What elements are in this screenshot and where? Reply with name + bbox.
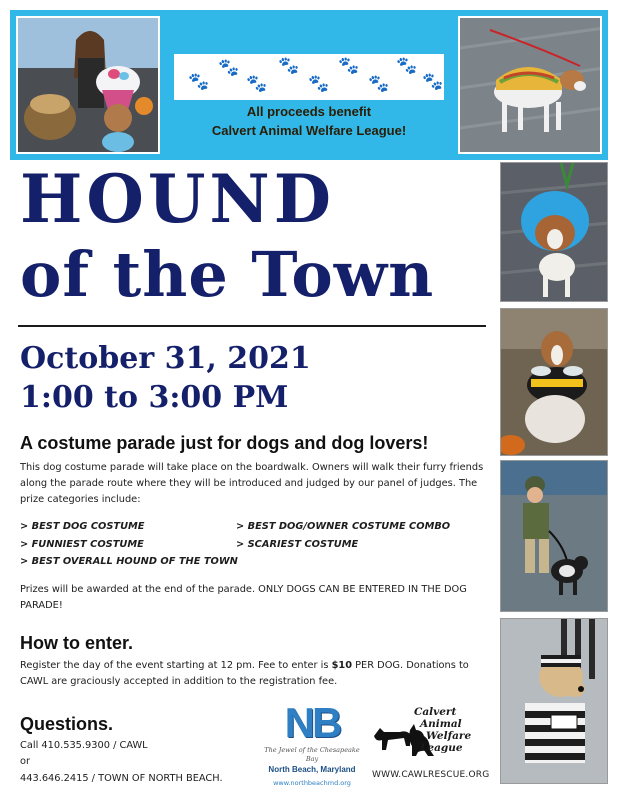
enter-text-after: PER DOG. Donations to CAWL are graciously accepted in addition to the registration fee. bbox=[20, 660, 469, 687]
cawl-phone: Call 410.535.9300 / CAWL bbox=[20, 740, 148, 751]
nb-logo-letters: NB bbox=[284, 699, 340, 746]
cawl-logo-word: Animal bbox=[420, 718, 462, 730]
paw-icon: 🐾 bbox=[308, 74, 330, 94]
cawl-logo bbox=[370, 706, 500, 764]
paw-icon: 🐾 bbox=[396, 56, 418, 76]
prizes-note: Prizes will be awarded at the end of the parade. ONLY DOGS CAN BE ENTERED IN THE DOG PARADE! bbox=[20, 584, 467, 611]
north-beach-logo bbox=[262, 700, 362, 790]
cawl-logo-word: Calvert bbox=[414, 706, 457, 718]
paw-icon: 🐾 bbox=[218, 58, 240, 78]
blue-wig-dog-photo bbox=[500, 162, 608, 302]
town-phone: 443.646.2415 / TOWN OF NORTH BEACH. bbox=[20, 773, 223, 784]
bee-costume-beagle-photo bbox=[500, 308, 608, 456]
banner-message bbox=[170, 102, 448, 140]
intro-paragraph: This dog costume parade will take place on the boardwalk. Owners will walk their furry friends along the parade route where they will be introduced and judged by our panel of judges. The prize categories include: bbox=[20, 462, 484, 505]
cawl-logo-text bbox=[414, 706, 471, 754]
nb-logo-url[interactable]: www.northbeachmd.org bbox=[273, 779, 351, 787]
paw-icon: 🐾 bbox=[338, 56, 360, 76]
paw-icon: 🐾 bbox=[188, 72, 210, 92]
questions-heading: Questions. bbox=[20, 714, 114, 734]
questions-or: or bbox=[20, 756, 31, 767]
cawl-logo-word: League bbox=[420, 742, 463, 754]
enter-text-before: Register the day of the event starting at 12 pm. Fee to enter is bbox=[20, 660, 332, 671]
entry-fee: $10 bbox=[331, 660, 353, 671]
nb-logo-tagline: The Jewel of the Chesapeake Bay bbox=[264, 746, 360, 763]
intro-heading: A costume parade just for dogs and dog lovers! bbox=[20, 433, 429, 453]
paw-icon: 🐾 bbox=[246, 74, 268, 94]
title-divider bbox=[18, 325, 486, 327]
category-item: > BEST DOG/OWNER COSTUME COMBO bbox=[236, 521, 451, 532]
title-hound: HOUND bbox=[20, 160, 335, 238]
paw-icon: 🐾 bbox=[368, 74, 390, 94]
how-to-enter-heading: How to enter. bbox=[20, 633, 134, 653]
category-item: > BEST DOG COSTUME bbox=[20, 521, 145, 532]
paw-icon: 🐾 bbox=[278, 56, 300, 76]
category-item: > FUNNIEST COSTUME bbox=[20, 539, 144, 550]
banner-line-1: All proceeds benefit bbox=[246, 104, 372, 119]
prisoner-costume-dog-photo bbox=[500, 618, 608, 784]
paw-print-strip bbox=[174, 54, 444, 100]
dog-costume-photo bbox=[16, 16, 160, 154]
event-date: October 31, 2021 bbox=[20, 341, 311, 376]
nb-logo-place: North Beach, Maryland bbox=[268, 765, 356, 774]
title-of-the-town: of the Town bbox=[20, 238, 435, 311]
boy-and-dog-costume-photo bbox=[500, 460, 608, 612]
cawl-website-link[interactable]: WWW.CAWLRESCUE.ORG bbox=[372, 770, 490, 780]
taco-dog-photo bbox=[458, 16, 602, 154]
event-time: 1:00 to 3:00 PM bbox=[20, 380, 289, 415]
category-item: > BEST OVERALL HOUND OF THE TOWN bbox=[20, 556, 238, 567]
cawl-logo-word: Welfare bbox=[426, 730, 472, 742]
paw-icon: 🐾 bbox=[422, 72, 444, 92]
category-item: > SCARIEST COSTUME bbox=[236, 539, 359, 550]
how-to-enter-paragraph bbox=[20, 658, 490, 690]
banner-line-2: Calvert Animal Welfare League! bbox=[211, 123, 407, 138]
top-banner bbox=[10, 10, 608, 160]
